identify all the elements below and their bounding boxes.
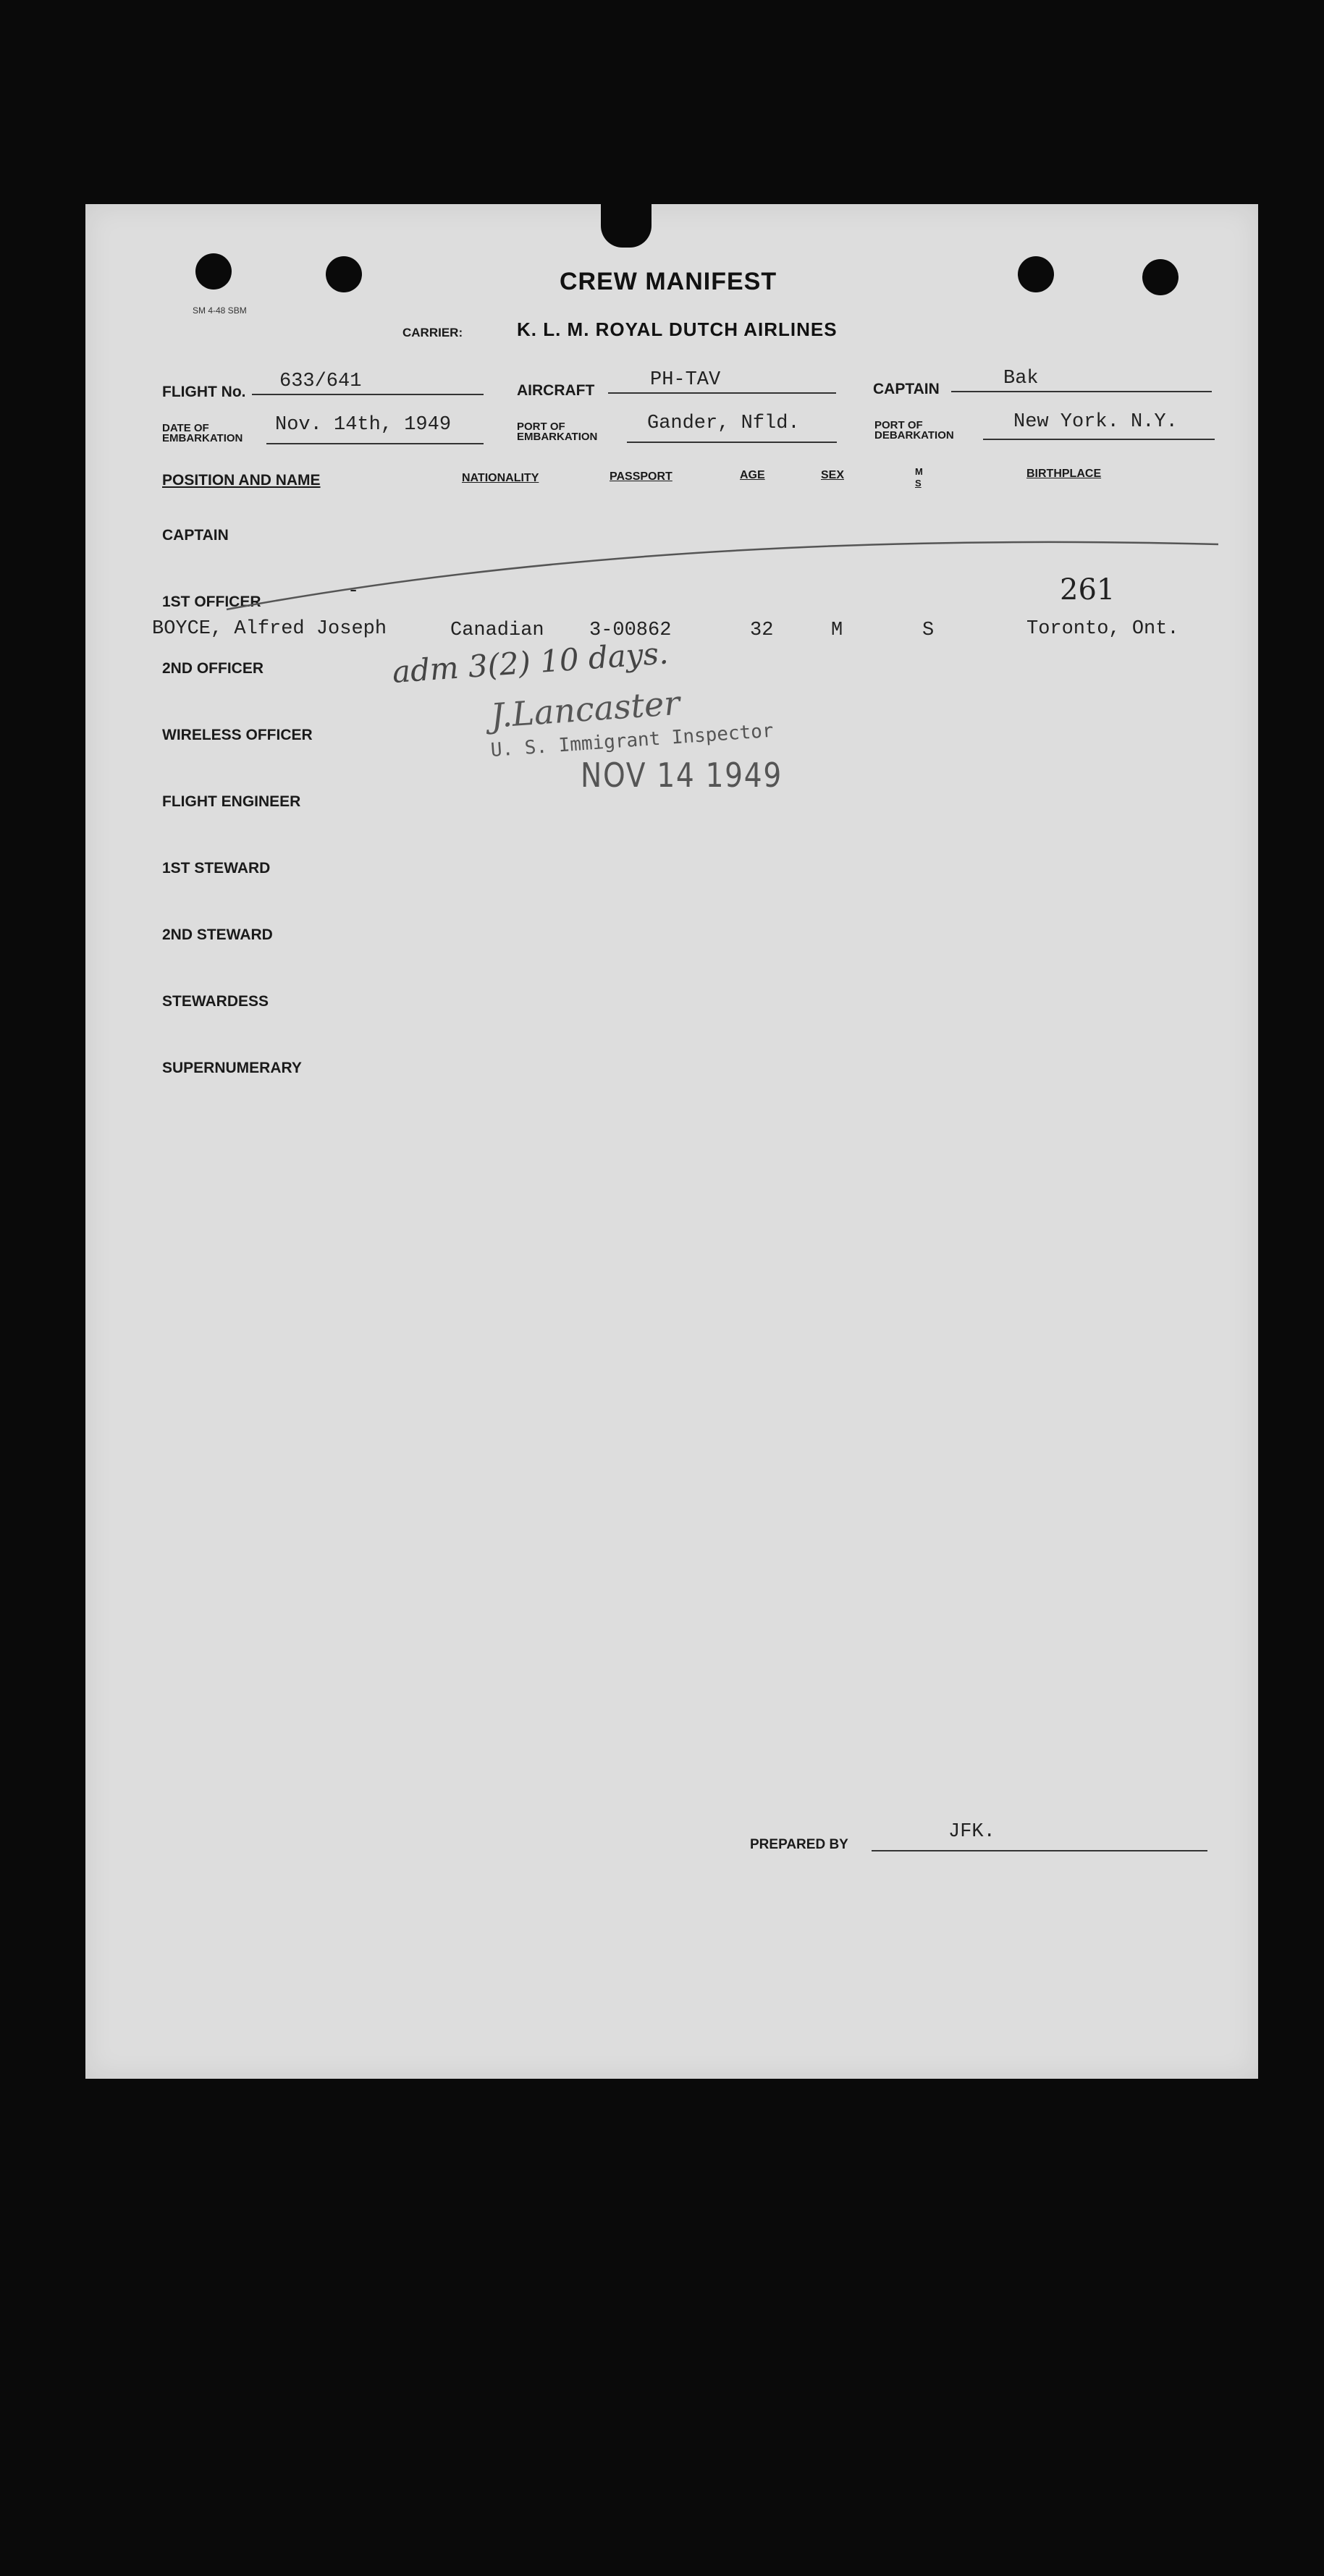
punch-hole-right: [1142, 259, 1178, 295]
torn-edge: [601, 204, 652, 248]
aircraft-label: AIRCRAFT: [517, 382, 595, 399]
date-of-embarkation-label-2: EMBARKATION: [162, 432, 243, 444]
handwritten-note: adm 3(2) 10 days.: [391, 635, 670, 690]
position-captain: CAPTAIN: [162, 527, 229, 544]
col-nationality: NATIONALITY: [462, 472, 539, 484]
prepared-by-label: PREPARED BY: [750, 1837, 848, 1852]
aircraft-line: [608, 392, 836, 394]
punch-hole-left: [195, 253, 232, 290]
crew-marital: S: [922, 620, 935, 641]
port-of-embarkation-label-2: EMBARKATION: [517, 431, 598, 443]
port-of-embarkation-line: [627, 442, 837, 443]
crew-passport: 3-00862: [589, 620, 672, 641]
col-sex: SEX: [821, 469, 845, 481]
stamp-date: NOV 14 1949: [581, 756, 783, 795]
date-of-embarkation-line: [266, 443, 484, 444]
position-2nd-officer: 2ND OFFICER: [162, 660, 264, 677]
page-title: CREW MANIFEST: [560, 268, 777, 295]
prepared-by-value: JFK.: [948, 1821, 995, 1843]
punch-hole-center-left: [326, 256, 362, 292]
position-1st-steward: 1ST STEWARD: [162, 860, 271, 877]
carrier-label: CARRIER:: [402, 326, 463, 339]
port-of-debarkation-line: [983, 439, 1215, 440]
col-position-and-name: POSITION AND NAME: [162, 472, 321, 489]
aircraft-value: PH-TAV: [650, 369, 721, 391]
captain-label: CAPTAIN: [873, 381, 940, 397]
annotation-number: 261: [1060, 573, 1116, 607]
col-ms-m: M: [915, 466, 923, 477]
inspector-title: U. S. Immigrant Inspector: [489, 719, 775, 761]
flight-no-value: 633/641: [279, 371, 362, 392]
position-flight-engineer: FLIGHT ENGINEER: [162, 793, 301, 810]
form-code: SM 4-48 SBM: [193, 305, 247, 316]
position-supernumerary: SUPERNUMERARY: [162, 1060, 302, 1076]
dash-mark: -: [347, 580, 360, 602]
carrier-value: K. L. M. ROYAL DUTCH AIRLINES: [517, 318, 838, 340]
col-ms-s: S: [915, 478, 922, 489]
crew-birthplace: Toronto, Ont.: [1026, 618, 1179, 640]
col-birthplace: BIRTHPLACE: [1026, 468, 1102, 480]
port-of-embarkation-label-1: PORT OF: [517, 421, 565, 433]
date-of-embarkation-label-1: DATE OF: [162, 422, 209, 434]
inspector-signature: J.Lancaster: [489, 683, 681, 735]
position-stewardess: STEWARDESS: [162, 993, 269, 1010]
port-of-debarkation-value: New York. N.Y.: [1013, 411, 1178, 433]
prepared-by-line: [872, 1850, 1207, 1851]
crew-sex: M: [831, 620, 843, 641]
col-age: AGE: [740, 469, 765, 481]
captain-value: Bak: [1003, 368, 1039, 389]
manifest-page: [85, 204, 1258, 2079]
date-of-embarkation-value: Nov. 14th, 1949: [275, 414, 452, 436]
position-1st-officer: 1ST OFFICER: [162, 594, 261, 610]
crew-name: BOYCE, Alfred Joseph: [152, 618, 387, 640]
flight-no-label: FLIGHT No.: [162, 384, 246, 400]
port-of-embarkation-value: Gander, Nfld.: [647, 413, 800, 434]
position-wireless-officer: WIRELESS OFFICER: [162, 727, 313, 743]
flight-no-line: [252, 394, 484, 395]
port-of-debarkation-label-1: PORT OF: [874, 419, 923, 431]
punch-hole-center-right: [1018, 256, 1054, 292]
crew-age: 32: [750, 620, 774, 641]
crew-nationality: Canadian: [450, 620, 544, 641]
port-of-debarkation-label-2: DEBARKATION: [874, 429, 954, 442]
col-passport: PASSPORT: [610, 470, 672, 483]
position-2nd-steward: 2ND STEWARD: [162, 926, 273, 943]
captain-line: [951, 391, 1212, 392]
